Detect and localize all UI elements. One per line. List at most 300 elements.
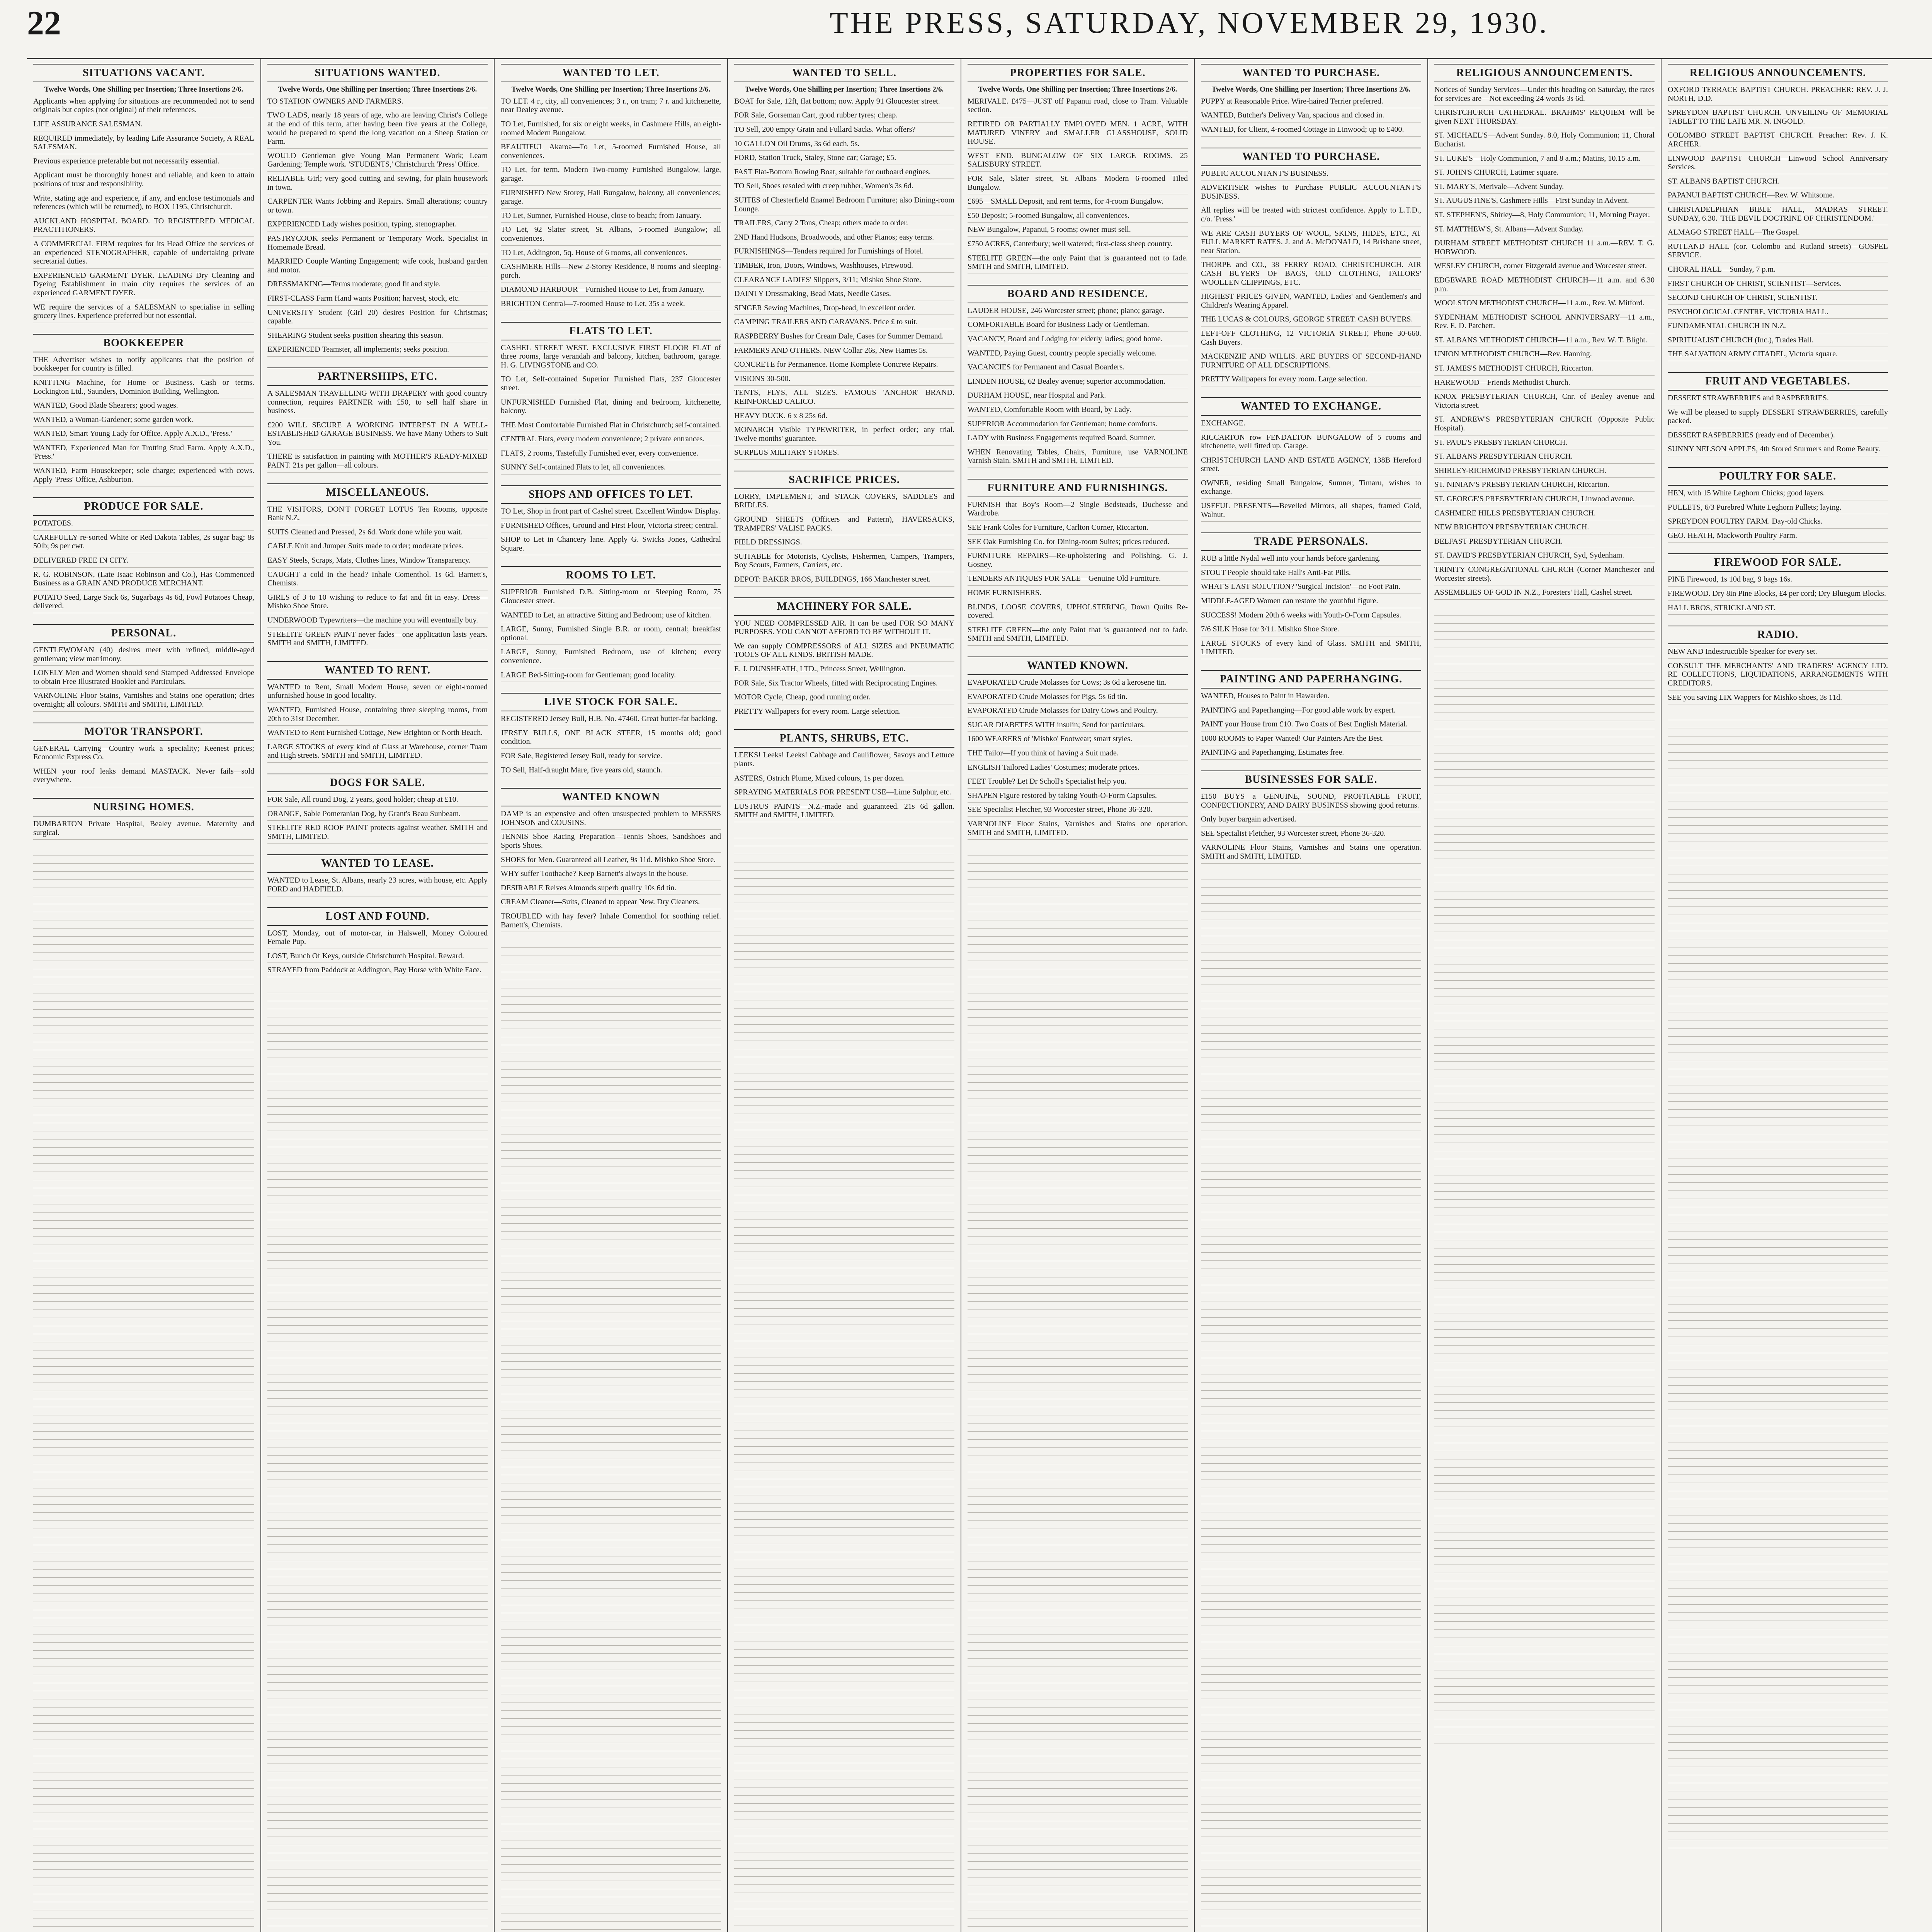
column-rule xyxy=(1668,1024,1888,1029)
classified-ad xyxy=(501,714,721,726)
classified-ad xyxy=(734,125,954,137)
column-rule xyxy=(501,1065,721,1070)
ad-text: TENDERS ANTIQUES FOR SALE—Genuine Old Furniture. xyxy=(968,574,1161,583)
ad-text: PUPPY at Reasonable Price. Wire-haired Terrier preferred. xyxy=(1201,97,1383,105)
column-rule xyxy=(734,1352,954,1357)
classified-ad xyxy=(267,197,488,217)
column-rule xyxy=(1201,1840,1421,1845)
column-rule xyxy=(1434,1049,1655,1054)
column-rule xyxy=(1434,821,1655,827)
column-rule xyxy=(267,1889,488,1894)
column-rule xyxy=(734,1823,954,1828)
classified-ad xyxy=(1201,315,1421,327)
column-rule xyxy=(1434,1673,1655,1679)
column-rule xyxy=(501,1511,721,1516)
column-rule xyxy=(734,1864,954,1869)
column-rule xyxy=(1668,1332,1888,1337)
column-rule xyxy=(267,1580,488,1585)
column-rule xyxy=(734,1782,954,1787)
ad-text: FURNITURE REPAIRS—Re-upholstering and Polishing. G. J. Gosney. xyxy=(968,551,1188,569)
column-rule xyxy=(501,1779,721,1784)
column-rule xyxy=(501,1884,721,1889)
ad-text: SHOES for Men. Guaranteed all Leather, 9s 11d. Mishko Shoe Store. xyxy=(501,855,716,864)
column-rule xyxy=(968,1605,1188,1610)
column-rule xyxy=(267,1564,488,1569)
ad-text: EVAPORATED Crude Molasses for Cows; 3s 6d a kerosene tin. xyxy=(968,678,1167,687)
column-rule xyxy=(33,980,254,985)
ad-text: THE VISITORS, DON'T FORGET LOTUS Tea Rooms, opposite Bank N.Z. xyxy=(267,505,488,522)
column-rule xyxy=(1668,942,1888,947)
classified-ad xyxy=(267,683,488,703)
column-rule xyxy=(33,1751,254,1756)
column-rule xyxy=(33,1897,254,1902)
ad-text: THE Tailor—If you think of having a Suit made. xyxy=(968,748,1119,757)
column-rule xyxy=(734,866,954,871)
column-rule xyxy=(1434,1276,1655,1281)
ad-text: TRINITY CONGREGATIONAL CHURCH (Corner Manchester and Worcester streets). xyxy=(1434,565,1655,583)
column-rule xyxy=(968,1743,1188,1748)
masthead xyxy=(0,0,1932,52)
column-rule xyxy=(33,1029,254,1034)
column-rule xyxy=(501,1746,721,1751)
column-rule xyxy=(267,1475,488,1480)
section-heading: POULTRY FOR SALE. xyxy=(1668,467,1888,486)
column-rule xyxy=(968,1508,1188,1513)
classified-ad xyxy=(501,463,721,474)
classified-ad xyxy=(734,665,954,676)
column-rule xyxy=(33,1070,254,1075)
column-rule xyxy=(267,1767,488,1772)
column-rule xyxy=(267,1321,488,1326)
column-rule xyxy=(33,1289,254,1294)
ad-text: EDGEWARE ROAD METHODIST CHURCH—11 a.m. and 6.30 p.m. xyxy=(1434,276,1655,293)
column-rule xyxy=(33,1167,254,1172)
column-rule xyxy=(267,1710,488,1715)
ad-text: MACKENZIE AND WILLIS. ARE BUYERS OF SECOND-HAND FURNITURE OF ALL DESCRIPTIONS. xyxy=(1201,352,1421,369)
ad-text: PAINTING and Paperhanging, Estimates free. xyxy=(1201,748,1344,757)
ad-text: SUNNY NELSON APPLES, 4th Stored Sturmers and Rome Beauty. xyxy=(1668,445,1881,454)
classified-ad xyxy=(1201,352,1421,372)
column-rule xyxy=(1434,1252,1655,1257)
column-rule xyxy=(734,1287,954,1293)
classified-ad xyxy=(501,285,721,297)
column-rule xyxy=(734,1279,954,1284)
classified-ad xyxy=(267,966,488,977)
column-rule xyxy=(734,914,954,919)
column-rule xyxy=(267,1394,488,1399)
column-rule xyxy=(968,1930,1188,1932)
classified-ad xyxy=(734,575,954,587)
column-rule xyxy=(267,1881,488,1886)
column-rule xyxy=(968,1297,1188,1302)
classified-ad xyxy=(1434,336,1655,347)
column-rule xyxy=(968,1354,1188,1359)
column-rule xyxy=(1201,1451,1421,1456)
classified-ad xyxy=(968,551,1188,571)
column-rule xyxy=(1668,1478,1888,1483)
column-rule xyxy=(1201,1670,1421,1675)
column-rule xyxy=(734,1490,954,1495)
column-rule xyxy=(1201,1361,1421,1366)
column-rule xyxy=(734,1125,954,1130)
column-rule xyxy=(968,1621,1188,1626)
column-rule xyxy=(1434,1211,1655,1216)
column-rule xyxy=(501,1024,721,1029)
section-heading: SACRIFICE PRICES. xyxy=(734,471,954,489)
classified-ad xyxy=(1668,279,1888,291)
classified-section xyxy=(267,483,488,650)
column-rule xyxy=(501,1649,721,1654)
classified-ad xyxy=(1434,509,1655,520)
column-rule xyxy=(1668,756,1888,761)
ad-text: TO Let, Self-contained Superior Furnished Flats, 237 Gloucester street. xyxy=(501,375,721,392)
column-rule xyxy=(968,1516,1188,1521)
column-rule xyxy=(501,1243,721,1248)
column-rule xyxy=(968,1240,1188,1245)
column-rule xyxy=(501,1665,721,1670)
section-heading: MISCELLANEOUS. xyxy=(267,483,488,502)
classified-ad xyxy=(734,492,954,512)
ad-text: WEST END. BUNGALOW OF SIX LARGE ROOMS. 25 SALISBURY STREET. xyxy=(968,151,1188,169)
column-rule xyxy=(968,1475,1188,1480)
column-rule xyxy=(501,983,721,988)
column-rule xyxy=(968,1670,1188,1675)
column-rule xyxy=(734,1563,954,1568)
column-rule xyxy=(734,1190,954,1195)
classified-section xyxy=(1201,770,1421,864)
classified-ad xyxy=(1668,242,1888,262)
column-rule xyxy=(1434,1203,1655,1208)
column-rule xyxy=(1434,757,1655,762)
column-rule xyxy=(33,964,254,969)
column-rule xyxy=(501,1584,721,1589)
column-rule xyxy=(501,1486,721,1492)
column-rule xyxy=(1201,891,1421,896)
ad-text: WE require the services of a SALESMAN to specialise in selling grocery lines. Experience preferred but not essential. xyxy=(33,303,254,320)
column-rule xyxy=(968,1191,1188,1196)
column-rule xyxy=(1201,1824,1421,1829)
column-rule xyxy=(501,1568,721,1573)
classified-ad xyxy=(267,345,488,357)
ad-text: HOME FURNISHERS. xyxy=(968,588,1042,597)
column-rule xyxy=(501,1446,721,1451)
column-rule xyxy=(734,1718,954,1723)
column-rule xyxy=(267,1280,488,1285)
column-rule xyxy=(1201,1621,1421,1626)
classified-ad xyxy=(501,521,721,533)
column-rule xyxy=(1201,1881,1421,1886)
classified-ad xyxy=(501,97,721,117)
classified-ad xyxy=(1668,693,1888,705)
column-rule xyxy=(1434,1552,1655,1557)
ad-text: GEO. HEATH, Mackworth Poultry Farm. xyxy=(1668,531,1797,540)
ad-text: STRAYED from Paddock at Addington, Bay Horse with White Face. xyxy=(267,966,481,975)
classified-ad xyxy=(501,165,721,185)
column-rule xyxy=(968,1199,1188,1204)
column-rule xyxy=(1201,939,1421,944)
classified-ad xyxy=(33,556,254,568)
column-rule xyxy=(501,1462,721,1467)
ad-text: STOUT People should take Hall's Anti-Fat Pills. xyxy=(1201,568,1351,577)
column-rule xyxy=(1668,1519,1888,1524)
column-rule xyxy=(1201,1475,1421,1480)
classified-ad xyxy=(33,355,254,376)
classified-section xyxy=(968,656,1188,840)
column-rule xyxy=(968,980,1188,985)
column-rule xyxy=(1668,1097,1888,1102)
column-rule xyxy=(1434,968,1655,973)
column-rule xyxy=(968,1532,1188,1537)
column-rule xyxy=(734,1620,954,1625)
column-rule xyxy=(1668,1080,1888,1085)
column-rule xyxy=(968,1702,1188,1708)
column-rule xyxy=(1201,1459,1421,1464)
column-rule xyxy=(1434,1243,1655,1248)
column-rule xyxy=(501,1714,721,1719)
ad-text: VISIONS 30-500. xyxy=(734,374,791,383)
column-rule xyxy=(1434,748,1655,753)
ad-text: HIGHEST PRICES GIVEN, WANTED, Ladies' and Gentlemen's and Children's Wearing Apparel. xyxy=(1201,292,1421,310)
classified-ad xyxy=(734,388,954,408)
column-rule xyxy=(1201,1889,1421,1894)
column-rule xyxy=(1668,1470,1888,1475)
column-rule xyxy=(1668,829,1888,834)
classified-ad xyxy=(1668,321,1888,333)
column-rule xyxy=(33,956,254,961)
ad-text: ST. ALBANS METHODIST CHURCH—11 a.m., Rev. W. T. Blight. xyxy=(1434,335,1647,344)
column-rule xyxy=(1434,1065,1655,1070)
classified-ad xyxy=(33,444,254,464)
column-rule xyxy=(1434,1511,1655,1516)
column-rule xyxy=(33,988,254,993)
classified-ad xyxy=(1201,292,1421,312)
column-rule xyxy=(1201,1345,1421,1350)
column-rule xyxy=(33,1500,254,1505)
column-rule xyxy=(501,1535,721,1540)
column-rule xyxy=(33,1922,254,1927)
column-rule xyxy=(1668,1648,1888,1653)
column-rule xyxy=(267,1004,488,1009)
column-rule xyxy=(734,1450,954,1455)
classified-ad xyxy=(968,377,1188,389)
section-heading: LOST AND FOUND. xyxy=(267,907,488,926)
ad-text: DUMBARTON Private Hospital, Bealey avenue. Maternity and surgical. xyxy=(33,819,254,837)
column-rule xyxy=(1434,846,1655,851)
classified-ad xyxy=(734,276,954,287)
column-rule xyxy=(501,1332,721,1337)
column-rule xyxy=(267,1167,488,1172)
classified-ad xyxy=(968,523,1188,535)
classified-ad xyxy=(501,588,721,608)
column-rule xyxy=(1201,1816,1421,1821)
classified-ad xyxy=(267,331,488,343)
column-rule xyxy=(1668,1364,1888,1369)
column-rule xyxy=(1201,1231,1421,1236)
ad-text: DAMP is an expensive and often unsuspected problem to MESSRS JOHNSON and COUSINS. xyxy=(501,810,721,827)
column-rule xyxy=(1434,935,1655,940)
classified-ad xyxy=(33,429,254,441)
ad-text: UNIVERSITY Student (Girl 20) desires Position for Christmas; capable. xyxy=(267,308,488,326)
classified-section xyxy=(33,624,254,712)
column-rule xyxy=(1201,947,1421,952)
column-rule xyxy=(734,1101,954,1106)
classified-ad xyxy=(1668,394,1888,405)
column-rule xyxy=(1668,991,1888,996)
column-rule xyxy=(734,1815,954,1820)
classified-ad xyxy=(1668,647,1888,659)
classified-ad xyxy=(968,448,1188,468)
column-rule xyxy=(734,939,954,944)
column-rule xyxy=(501,1056,721,1061)
column-rule xyxy=(968,1427,1188,1432)
column-rule xyxy=(501,1340,721,1345)
column-rule xyxy=(968,1370,1188,1375)
column-rule xyxy=(33,1873,254,1878)
ad-text: ST. LUKE'S—Holy Communion, 7 and 8 a.m.; Matins, 10.15 a.m. xyxy=(1434,154,1641,163)
column-rule xyxy=(1668,1218,1888,1223)
column-rule xyxy=(501,1413,721,1418)
column-rule xyxy=(1668,1681,1888,1686)
ad-text: TWO LADS, nearly 18 years of age, who are leaving Christ's College at the end of this term, after having been five years at the College, would be prepared to spend the long vacation on a Sheep Station or Farm. xyxy=(267,111,488,146)
column-rule xyxy=(501,1754,721,1759)
classified-ad xyxy=(1668,350,1888,361)
column-7 xyxy=(1427,59,1661,1932)
classified-ad xyxy=(1434,364,1655,376)
column-rule xyxy=(734,1093,954,1098)
column-rule xyxy=(734,1628,954,1633)
column-rule xyxy=(1434,1008,1655,1013)
classified-ad xyxy=(734,425,954,446)
column-rule xyxy=(1201,1313,1421,1318)
column-rule xyxy=(1201,1215,1421,1220)
classified-ad xyxy=(734,448,954,460)
column-rule xyxy=(501,1787,721,1792)
classified-ad xyxy=(968,363,1188,374)
classified-ad xyxy=(1201,843,1421,863)
ad-text: SHOP to Let in Chancery lane. Apply G. Swicks Jones, Cathedral Square. xyxy=(501,535,721,553)
ad-text: ADVERTISER wishes to Purchase PUBLIC ACCOUNTANT'S BUSINESS. xyxy=(1201,183,1421,201)
column-rule xyxy=(33,1540,254,1545)
column-rule xyxy=(33,1670,254,1675)
column-rule xyxy=(968,1183,1188,1188)
column-rule xyxy=(1434,635,1655,640)
rate-notice: Twelve Words, One Shilling per Insertion; Three Insertions 2/6. xyxy=(978,85,1177,94)
section-heading: SHOPS AND OFFICES TO LET. xyxy=(501,485,721,504)
ad-text: GENTLEWOMAN (40) desires meet with refined, middle-aged gentleman; view matrimony. xyxy=(33,646,254,663)
classified-ad xyxy=(267,111,488,148)
ad-text: ST. MICHAEL'S—Advent Sunday. 8.0, Holy Communion; 11, Choral Eucharist. xyxy=(1434,131,1655,148)
classified-ad xyxy=(734,97,954,109)
column-rule xyxy=(33,1727,254,1732)
column-rule xyxy=(1201,1743,1421,1748)
column-rule xyxy=(501,1827,721,1832)
ad-text: ASTERS, Ostrich Plume, Mixed colours, 1s per dozen. xyxy=(734,774,905,782)
classified-ad xyxy=(734,751,954,771)
classified-section xyxy=(1668,64,1888,361)
ad-text: FURNISHED Offices, Ground and First Floor, Victoria street; central. xyxy=(501,521,718,530)
column-rule xyxy=(968,1556,1188,1561)
classified-ad xyxy=(1434,588,1655,600)
ad-text: CABLE Knit and Jumper Suits made to order; moderate prices. xyxy=(267,542,464,551)
column-rule xyxy=(1201,1167,1421,1172)
column-rule xyxy=(501,1624,721,1629)
ad-text: WANTED, Comfortable Room with Board, by Lady. xyxy=(968,405,1131,414)
column-rule xyxy=(1201,1085,1421,1090)
column-rule xyxy=(968,1305,1188,1310)
column-rule xyxy=(734,1182,954,1187)
column-rule xyxy=(968,1840,1188,1845)
section-heading: LIVE STOCK FOR SALE. xyxy=(501,693,721,711)
classified-ad xyxy=(968,763,1188,775)
column-rule xyxy=(267,1678,488,1683)
column-rule xyxy=(267,1799,488,1804)
column-rule xyxy=(734,857,954,862)
classified-ad xyxy=(1434,239,1655,259)
column-rule xyxy=(33,1013,254,1018)
column-rule xyxy=(1201,1077,1421,1082)
column-rule xyxy=(1668,1713,1888,1718)
column-rule xyxy=(267,1751,488,1756)
column-rule xyxy=(1668,1640,1888,1645)
column-rule xyxy=(1201,1337,1421,1342)
section-heading: FLATS TO LET. xyxy=(501,322,721,340)
column-rule xyxy=(734,1831,954,1836)
classified-ad xyxy=(267,151,488,172)
column-rule xyxy=(1668,1673,1888,1678)
column-rule xyxy=(33,1865,254,1870)
classified-ad xyxy=(734,219,954,230)
column-rule xyxy=(501,1113,721,1118)
column-rule xyxy=(1668,975,1888,980)
classified-ad xyxy=(968,211,1188,223)
ad-text: OWNER, residing Small Bungalow, Sumner, Timaru, wishes to exchange. xyxy=(1201,478,1421,496)
column-rule xyxy=(1668,1462,1888,1467)
column-rule xyxy=(1201,1872,1421,1878)
column-rule xyxy=(267,1110,488,1115)
classified-ad xyxy=(1434,565,1655,585)
column-rule xyxy=(33,1711,254,1716)
column-rule xyxy=(1668,1494,1888,1499)
column-rule xyxy=(501,1105,721,1110)
column-rule xyxy=(267,1296,488,1301)
ad-text: PAINTING and Paperhanging—For good able work by expert. xyxy=(1201,706,1396,714)
section-heading: WANTED KNOWN xyxy=(501,788,721,806)
column-rule xyxy=(501,1803,721,1808)
classified-ad xyxy=(1434,168,1655,180)
classified-ad xyxy=(1668,489,1888,500)
column-rule xyxy=(1434,1333,1655,1338)
column-rule xyxy=(968,1548,1188,1553)
column-rule xyxy=(501,1438,721,1443)
classified-ad xyxy=(734,304,954,315)
classified-ad xyxy=(968,306,1188,318)
classified-ad xyxy=(1434,196,1655,208)
column-rule xyxy=(968,1686,1188,1691)
section-heading: WANTED TO PURCHASE. xyxy=(1201,148,1421,166)
column-rule xyxy=(267,1402,488,1407)
ad-text: 10 GALLON Oil Drums, 3s 6d each, 5s. xyxy=(734,139,860,148)
column-rule xyxy=(968,1362,1188,1367)
column-rule xyxy=(1201,1913,1421,1918)
column-rule xyxy=(734,987,954,992)
column-rule xyxy=(968,1167,1188,1172)
column-rule xyxy=(1434,1641,1655,1646)
column-rule xyxy=(1201,964,1421,969)
column-rule xyxy=(1434,959,1655,964)
column-rule xyxy=(1668,1843,1888,1848)
column-rule xyxy=(33,1199,254,1204)
column-rule xyxy=(968,1816,1188,1821)
